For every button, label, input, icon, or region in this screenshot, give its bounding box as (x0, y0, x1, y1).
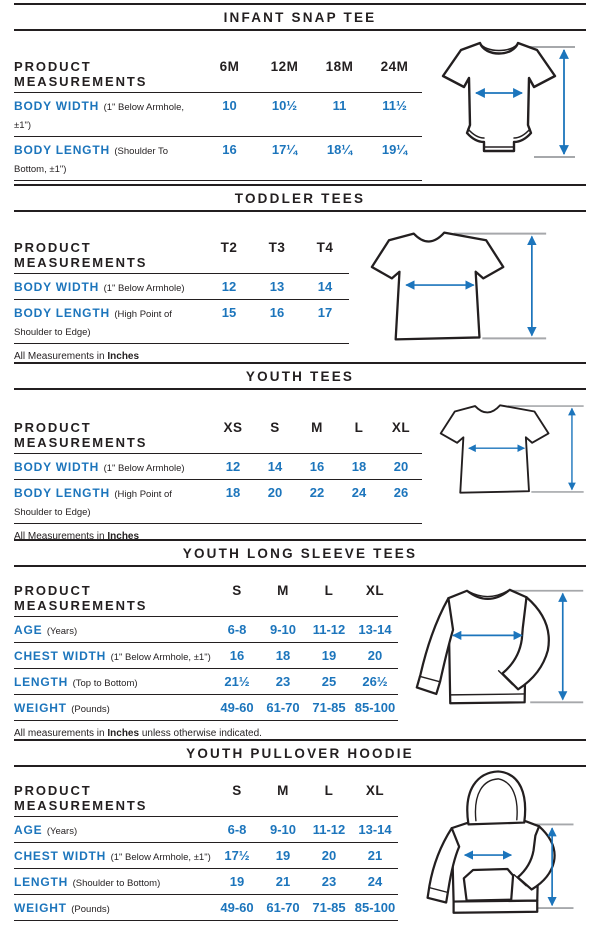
section-header (14, 184, 586, 212)
table-row (14, 643, 398, 669)
value-cell: 13-14 (358, 822, 392, 837)
value-cell: 18 (351, 459, 367, 474)
table-row (14, 843, 398, 869)
hem-band-line (450, 694, 524, 695)
table-row (14, 93, 422, 137)
measurements-note (14, 349, 349, 362)
kangaroo-pocket (464, 869, 513, 901)
column-header: XL (365, 783, 385, 798)
column-header: M (311, 420, 323, 435)
note-bold: Inches (107, 728, 140, 739)
column-header: XS (223, 420, 243, 435)
table-row (14, 669, 398, 695)
row-detail: (1" Below Armhole, ±1") (14, 102, 185, 131)
section-infant-snap-tee (14, 3, 586, 184)
column-header: 12M (270, 59, 299, 74)
hem-band (454, 901, 538, 913)
table-row (14, 695, 398, 721)
value-cell: 19 (229, 874, 245, 889)
row-label: LENGTH (14, 675, 69, 689)
value-cell: 85-100 (354, 900, 396, 915)
value-cell: 10 (222, 98, 237, 113)
value-cell: 6-8 (227, 622, 247, 637)
table-header-label: PRODUCT MEASUREMENTS (14, 783, 148, 813)
value-cell: 16 (222, 142, 237, 157)
column-header: 24M (380, 59, 409, 74)
size-table (14, 779, 398, 926)
value-cell: 23 (275, 674, 291, 689)
value-cell: 61-70 (266, 700, 300, 715)
value-cell: 85-100 (354, 700, 396, 715)
size-table (14, 416, 422, 539)
value-cell: 16 (269, 305, 285, 320)
table-row (14, 817, 398, 843)
row-detail: (1" Below Armhole, ±1") (110, 852, 211, 863)
table-row (14, 274, 349, 300)
value-cell: 26½ (362, 674, 388, 689)
toddler-tee-illustration (349, 224, 549, 348)
value-cell: 24 (351, 485, 367, 500)
value-cell: 20 (367, 648, 383, 663)
value-cell: 49-60 (220, 900, 254, 915)
value-cell: 12 (225, 459, 241, 474)
table-header-label: PRODUCT MEASUREMENTS (14, 240, 148, 270)
value-cell: 19 (321, 648, 337, 663)
column-header: L (324, 783, 334, 798)
row-detail: (High Point of Shoulder to Edge) (14, 309, 172, 338)
value-cell: 71-85 (312, 900, 346, 915)
row-label: BODY WIDTH (14, 460, 100, 474)
column-header: XL (365, 583, 385, 598)
youth-long-sleeve-tee-illustration (414, 572, 586, 735)
value-cell: 18 (225, 485, 241, 500)
value-cell: 11-12 (312, 822, 346, 837)
section-header (14, 3, 586, 31)
row-detail: (Shoulder To Bottom, ±1") (14, 146, 169, 175)
row-detail: (Shoulder to Bottom) (72, 878, 161, 889)
table-header-row (14, 416, 422, 454)
value-cell: 6-8 (227, 822, 247, 837)
measurements-note (14, 726, 398, 739)
value-cell: 71-85 (312, 700, 346, 715)
note-bold: Inches (107, 351, 140, 362)
section-title: TODDLER TEES (234, 191, 366, 206)
row-detail: (Top to Bottom) (72, 678, 138, 689)
value-cell: 21 (367, 848, 383, 863)
column-header: 18M (325, 59, 354, 74)
table-row (14, 869, 398, 895)
value-cell: 21½ (224, 674, 250, 689)
table-header-row (14, 779, 398, 817)
table-header-label: PRODUCT MEASUREMENTS (14, 59, 148, 89)
note-text: All measurements in (14, 728, 108, 739)
column-header: S (232, 583, 242, 598)
row-label: CHEST WIDTH (14, 649, 107, 663)
section-youth-long-sleeve-tees (14, 539, 586, 739)
column-header: 6M (219, 59, 240, 74)
section-title: INFANT SNAP TEE (223, 10, 377, 25)
value-cell: 17½ (224, 848, 250, 863)
column-header: L (354, 420, 364, 435)
row-detail: (1" Below Armhole, ±1") (110, 652, 211, 663)
measurements-note (14, 529, 422, 539)
value-cell: 26 (393, 485, 409, 500)
value-cell: 20 (321, 848, 337, 863)
value-cell: 24 (367, 874, 383, 889)
infant-snap-tee-illustration (426, 37, 576, 167)
note-text: All Measurements in (14, 531, 108, 539)
value-cell: 49-60 (220, 700, 254, 715)
section-title: YOUTH LONG SLEEVE TEES (182, 546, 418, 561)
table-row (14, 137, 422, 181)
value-cell: 22 (309, 485, 325, 500)
value-cell: 61-70 (266, 900, 300, 915)
value-cell: 11 (332, 98, 347, 113)
column-header: T2 (220, 240, 238, 255)
section-header (14, 539, 586, 567)
column-header: T4 (316, 240, 334, 255)
note-text: All Measurements in (14, 351, 108, 362)
value-cell: 16 (309, 459, 325, 474)
table-header-label: PRODUCT MEASUREMENTS (14, 420, 148, 450)
value-cell: 9-10 (269, 622, 297, 637)
value-cell: 25 (321, 674, 337, 689)
value-cell: 18 (275, 648, 291, 663)
table-row (14, 300, 349, 344)
column-header: M (277, 783, 289, 798)
table-row (14, 181, 422, 184)
table-row (14, 454, 422, 480)
size-table (14, 579, 398, 739)
row-detail: (Years) (46, 626, 78, 637)
row-label: LENGTH (14, 875, 69, 889)
section-youth-tees (14, 362, 586, 539)
size-table (14, 236, 349, 362)
table-header-label: PRODUCT MEASUREMENTS (14, 583, 148, 613)
column-header: T3 (268, 240, 286, 255)
row-label: BODY WIDTH (14, 99, 100, 113)
value-cell: 13 (269, 279, 285, 294)
value-cell: 23 (321, 874, 337, 889)
value-cell: 19¼ (381, 142, 408, 157)
value-cell: 9-10 (269, 822, 297, 837)
value-cell: 11½ (382, 98, 407, 113)
row-detail: (Years) (46, 826, 78, 837)
column-header: XL (391, 420, 411, 435)
section-header (14, 739, 586, 767)
column-header: M (277, 583, 289, 598)
table-header-row (14, 55, 422, 93)
section-title: YOUTH TEES (245, 369, 355, 384)
table-header-row (14, 579, 398, 617)
row-detail: (Pounds) (71, 904, 110, 915)
row-label: BODY LENGTH (14, 306, 110, 320)
value-cell: 12 (221, 279, 237, 294)
row-label: BODY WIDTH (14, 280, 100, 294)
row-label: CHEST WIDTH (14, 849, 107, 863)
row-label: WEIGHT (14, 701, 67, 715)
column-header: S (232, 783, 242, 798)
footnotes (14, 529, 422, 539)
value-cell: 14 (317, 279, 333, 294)
value-cell: 17¼ (271, 142, 298, 157)
row-label: BODY LENGTH (14, 486, 110, 500)
youth-pullover-hoodie-illustration (422, 768, 580, 918)
row-label: WEIGHT (14, 901, 67, 915)
value-cell: 21 (275, 874, 291, 889)
youth-tee-illustration (422, 398, 586, 500)
row-label: AGE (14, 623, 43, 637)
row-label: AGE (14, 823, 43, 837)
section-header (14, 362, 586, 390)
section-toddler-tees (14, 184, 586, 362)
value-cell: 11-12 (312, 622, 346, 637)
bodysuit-outline (443, 43, 555, 151)
table-row (14, 480, 422, 524)
column-header: S (270, 420, 280, 435)
value-cell: 10½ (271, 98, 298, 113)
value-cell: 17 (317, 305, 333, 320)
value-cell: 20 (267, 485, 283, 500)
value-cell: 13-14 (358, 622, 392, 637)
column-header: L (324, 583, 334, 598)
value-cell: 18¼ (326, 142, 353, 157)
value-cell: 19 (275, 848, 291, 863)
row-detail: (High Point of Shoulder to Edge) (14, 489, 172, 518)
tee-outline (372, 233, 503, 340)
row-detail: (1" Below Armhole) (103, 283, 185, 294)
left-sleeve-outline (417, 598, 453, 694)
row-label: BODY LENGTH (14, 143, 110, 157)
value-cell: 20 (393, 459, 409, 474)
row-detail: (Pounds) (71, 704, 110, 715)
footnotes (14, 726, 398, 739)
value-cell: 14 (267, 459, 283, 474)
value-cell: 15 (221, 305, 237, 320)
table-row (14, 617, 398, 643)
table-header-row (14, 236, 349, 274)
value-cell: 16 (229, 648, 245, 663)
table-row (14, 895, 398, 921)
tee-outline (441, 405, 549, 492)
row-detail: (1" Below Armhole) (103, 463, 185, 474)
footnotes (14, 349, 349, 362)
section-youth-pullover-hoodie (14, 739, 586, 926)
note-text: unless otherwise indicated. (139, 728, 262, 739)
size-table (14, 55, 422, 184)
section-title: YOUTH PULLOVER HOODIE (186, 746, 414, 761)
note-bold: Inches (107, 531, 140, 539)
